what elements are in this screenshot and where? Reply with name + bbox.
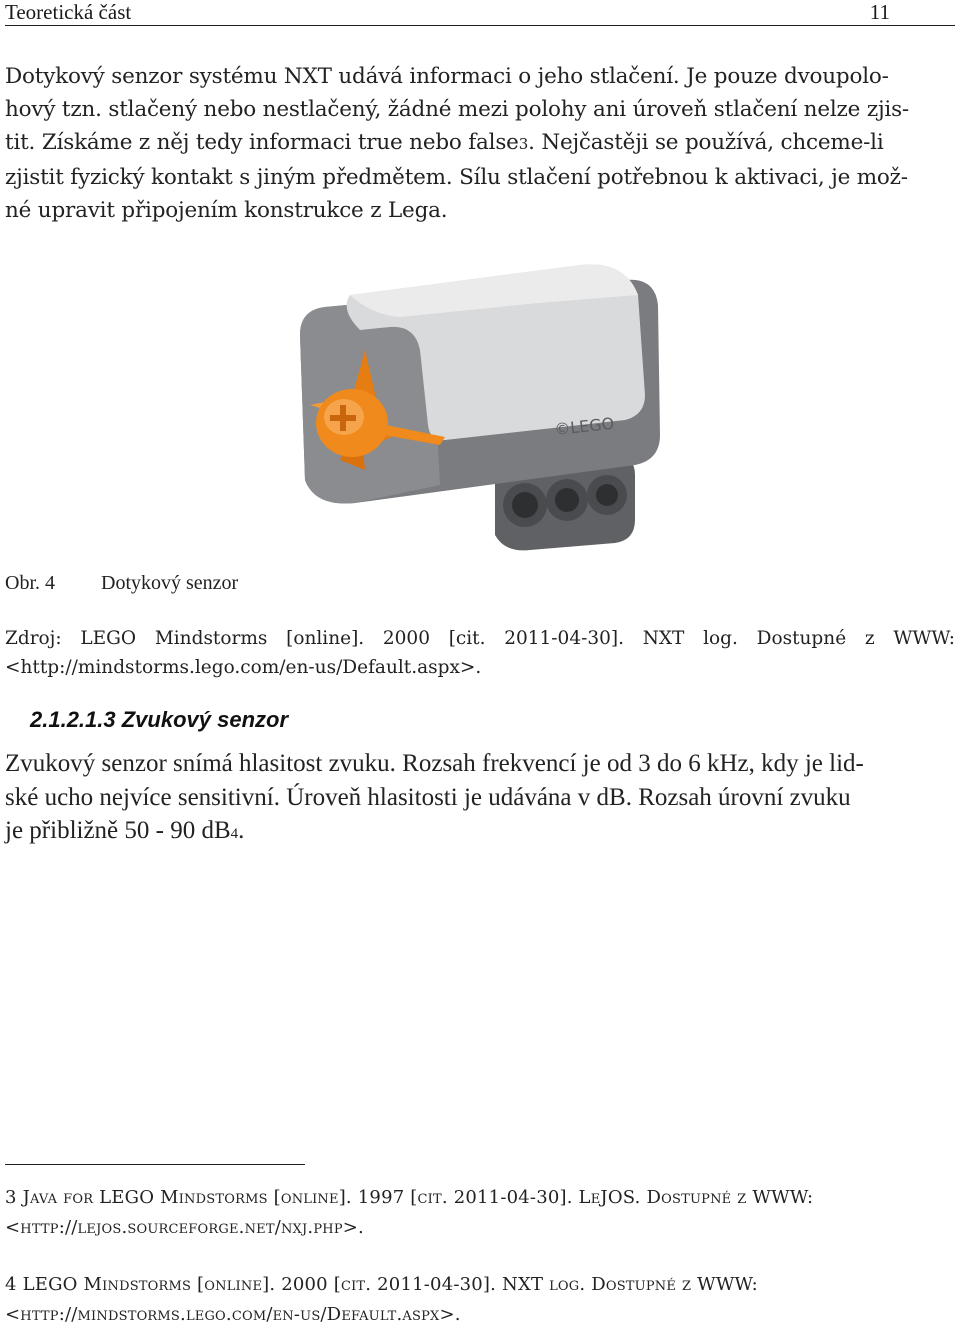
paragraph-line: zjistit fyzický kontakt s jiným předmětem. Sílu stlačení potřebnou k aktivaci, je mož- xyxy=(5,165,908,190)
paragraph-line: tit. Získáme z něj tedy informaci true nebo false3. Nejčastěji se používá, chceme-li xyxy=(5,130,884,155)
paragraph-line: Zvukový senzor snímá hlasitost zvuku. Rozsah frekvencí je od 3 do 6 kHz, kdy je lid- xyxy=(5,750,864,777)
paragraph-line: Dotykový senzor systému NXT udává informaci o jeho stlačení. Je pouze dvoupolo- xyxy=(5,64,889,89)
touch-sensor-paragraph xyxy=(5,60,955,227)
footnote-url[interactable]: <http://lejos.sourceforge.net/nxj.php>. xyxy=(5,1217,364,1238)
figure-source xyxy=(5,624,955,682)
paragraph-line: hový tzn. stlačený nebo nestlačený, žádné mezi polohy ani úroveň stlačení nelze zjis- xyxy=(5,97,909,122)
section-title: Teoretická část xyxy=(5,0,132,24)
figure-caption xyxy=(5,572,238,595)
figure-number: Obr. 4 xyxy=(5,572,55,594)
svg-text:©LEGO: ©LEGO xyxy=(553,413,616,439)
footnote-4 xyxy=(5,1270,955,1330)
figure-caption-text: Dotykový senzor xyxy=(101,572,239,594)
footnote-separator xyxy=(5,1164,305,1165)
source-line: Zdroj: LEGO Mindstorms [online]. 2000 [cit. 2011-04-30]. NXT log. Dostupné z WWW: xyxy=(5,628,955,649)
paragraph-line: je přibližně 50 - 90 dB4. xyxy=(5,817,245,844)
footnote-3 xyxy=(5,1183,955,1243)
footnote-ref-4[interactable]: 4 xyxy=(230,826,239,842)
footnote-url[interactable]: <http://mindstorms.lego.com/en-us/Default.aspx>. xyxy=(5,1304,461,1325)
source-url[interactable]: <http://mindstorms.lego.com/en-us/Default.aspx>. xyxy=(5,657,482,678)
footnote-line: 3 Java for LEGO Mindstorms [online]. 1997 [cit. 2011-04-30]. LeJOS. Dostupné z WWW: xyxy=(5,1187,814,1208)
sound-sensor-paragraph xyxy=(5,747,955,852)
section-heading: 2.1.2.1.3 Zvukový senzor xyxy=(30,707,289,732)
footnote-line: 4 LEGO Mindstorms [online]. 2000 [cit. 2011-04-30]. NXT log. Dostupné z WWW: xyxy=(5,1274,758,1295)
paragraph-line: né upravit připojením konstrukce z Lega. xyxy=(5,198,448,223)
paragraph-line: ské ucho nejvíce sensitivní. Úroveň hlasitosti je udávána v dB. Rozsah úrovní zvuku xyxy=(5,783,851,811)
touch-sensor-image xyxy=(280,255,680,555)
footnote-ref-3[interactable]: 3 xyxy=(518,135,529,153)
page-header xyxy=(5,0,955,26)
page-number: 11 xyxy=(869,0,890,24)
